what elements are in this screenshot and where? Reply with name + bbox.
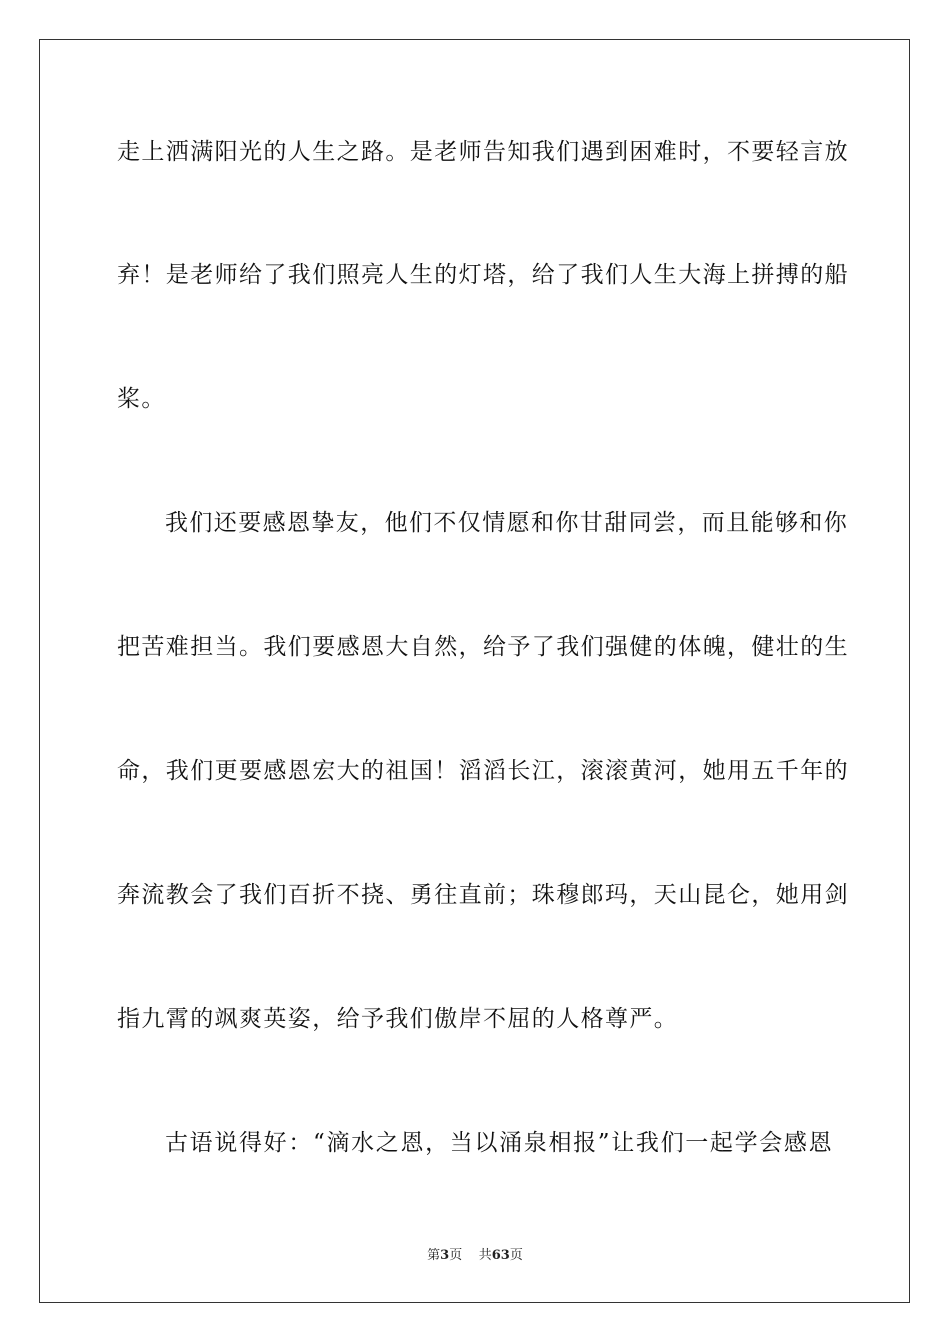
text-line-8: 指九霄的飒爽英姿，给予我们傲岸不屈的人格尊严。 (117, 1006, 679, 1032)
text-line-3: 桨。 (117, 386, 166, 412)
page-border (39, 39, 910, 1303)
text-line-6: 命，我们更要感恩宏大的祖国！滔滔长江，滚滚黄河，她用五千年的 (117, 758, 849, 784)
total-prefix: 共 (478, 1248, 492, 1263)
text-line-7: 奔流教会了我们百折不挠、勇往直前；珠穆郎玛，天山昆仑，她用剑 (117, 882, 849, 908)
page-prefix: 第 (427, 1248, 441, 1263)
text-line-9: 古语说得好：“滴水之恩，当以涌泉相报”让我们一起学会感恩 (165, 1130, 833, 1156)
page-suffix: 页 (449, 1248, 463, 1263)
text-line-1: 走上洒满阳光的人生之路。是老师告知我们遇到困难时，不要轻言放 (117, 139, 849, 165)
text-line-4: 我们还要感恩挚友，他们不仅情愿和你甘甜同尝，而且能够和你 (165, 510, 849, 536)
text-line-2: 弃！是老师给了我们照亮人生的灯塔，给了我们人生大海上拼搏的船 (117, 262, 849, 288)
page-footer (0, 1247, 950, 1265)
page-number: 3 (440, 1248, 450, 1263)
text-line-5: 把苦难担当。我们要感恩大自然，给予了我们强健的体魄，健壮的生 (117, 634, 849, 660)
total-suffix: 页 (509, 1248, 523, 1263)
total-pages: 63 (491, 1248, 510, 1263)
